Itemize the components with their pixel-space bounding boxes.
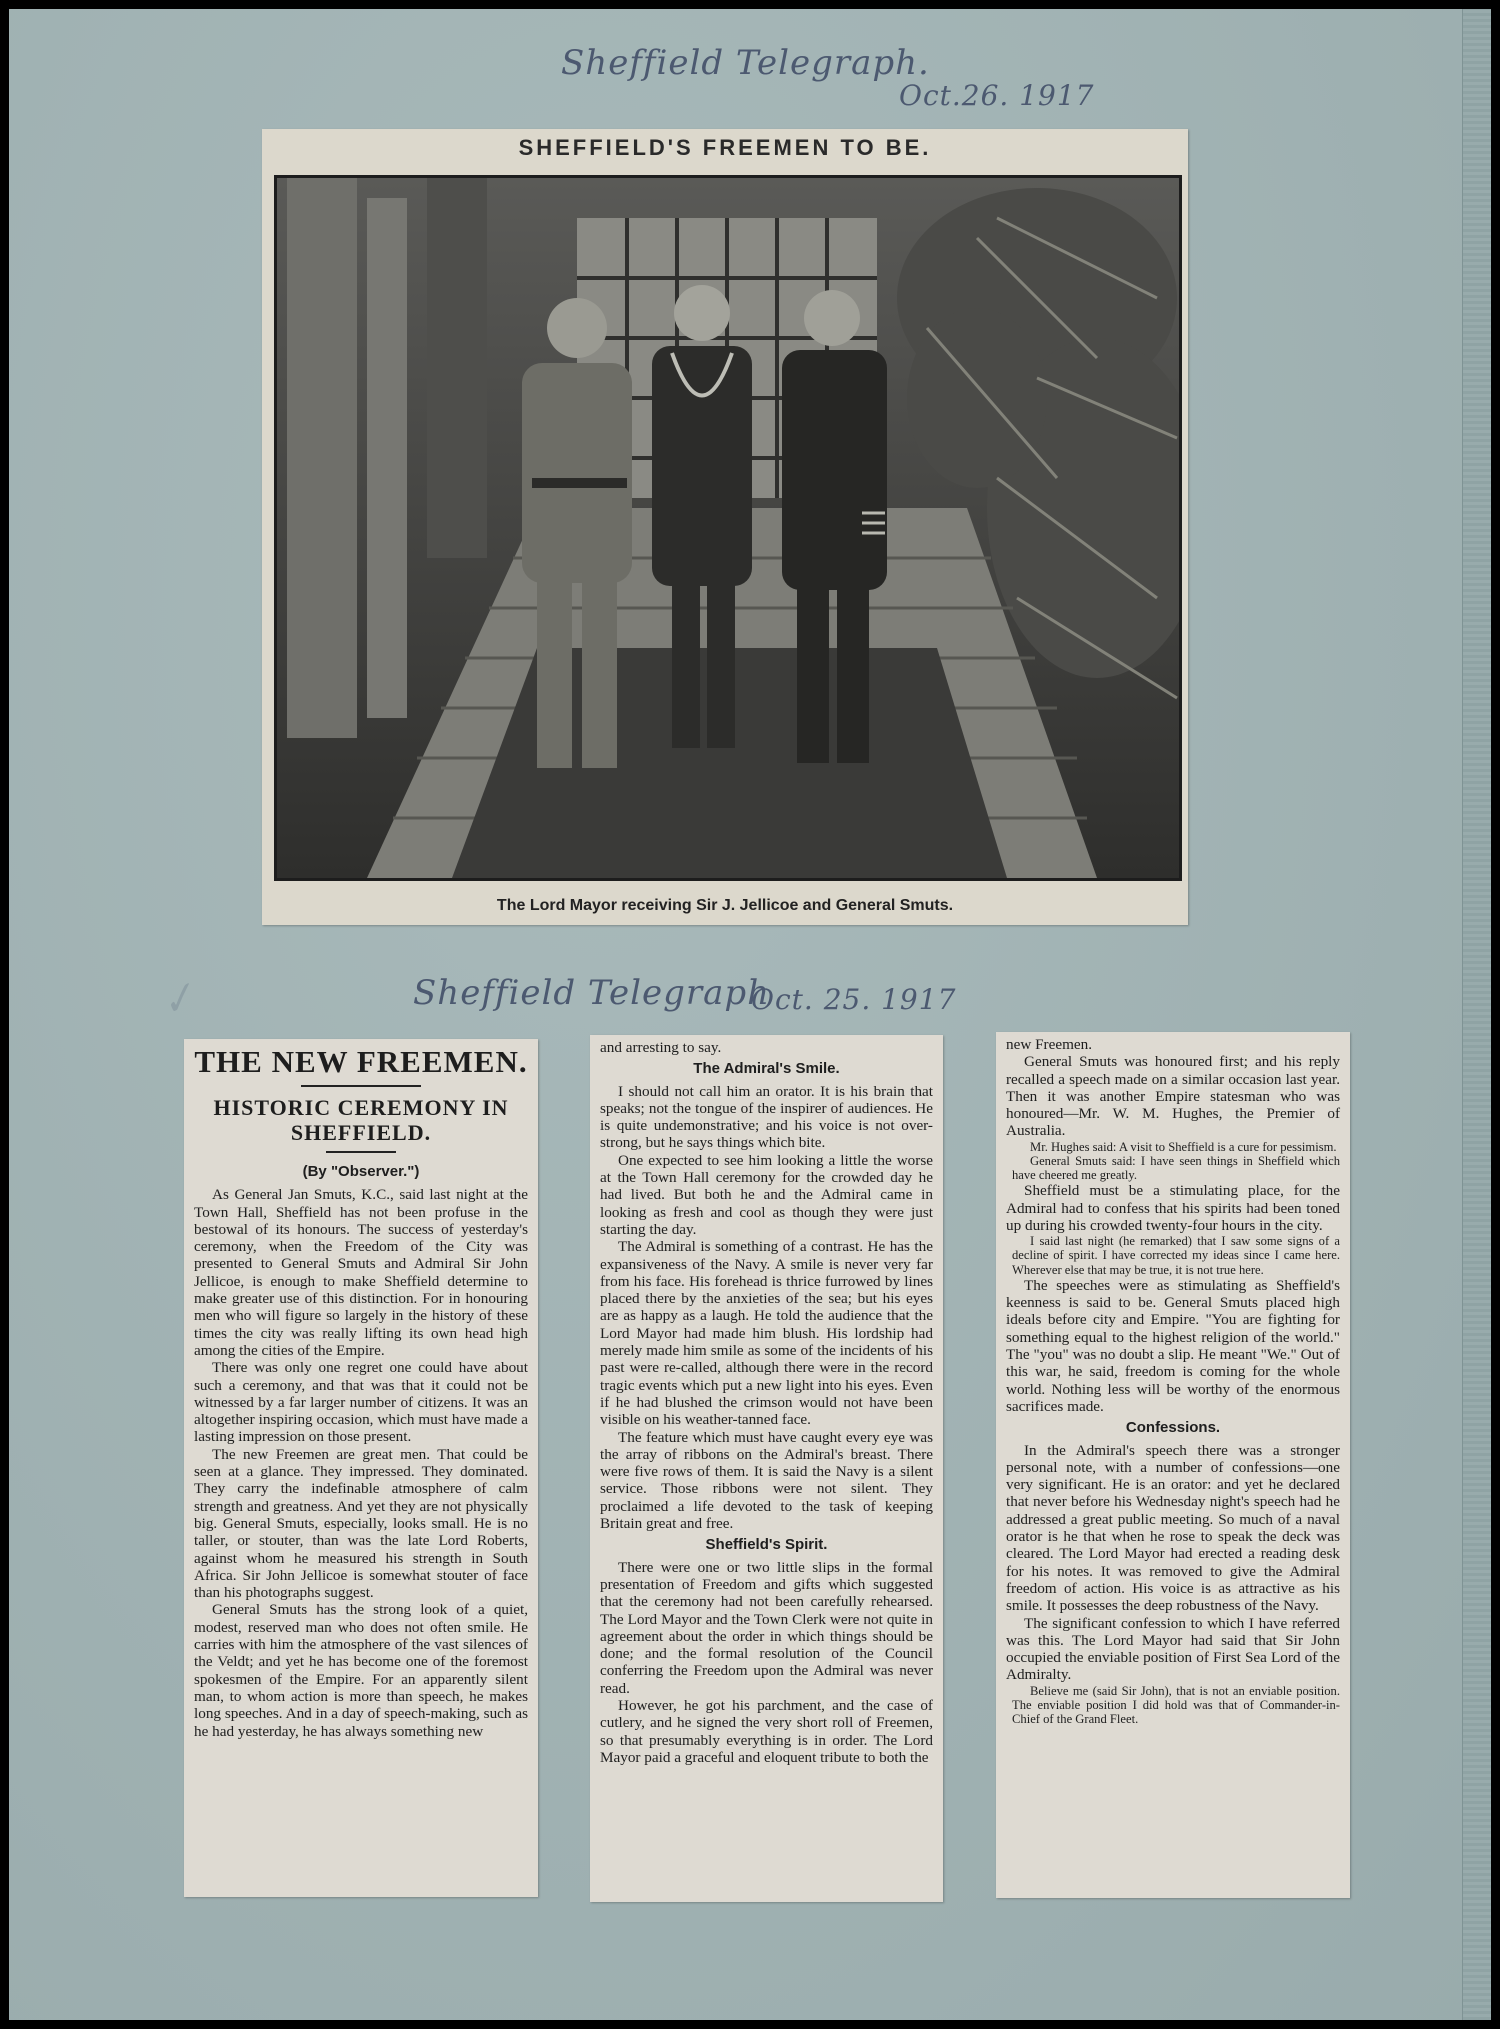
paragraph: General Smuts was honoured first; and his reply recalled a speech made on a similar occasion last year. Then it was another Empire statesman who was honoured—Mr. W. M. Hughes, the Premier of Australia. [1006, 1053, 1340, 1140]
paragraph: In the Admiral's speech there was a stronger personal note, with a number of confessions—one very significant. He is an orator: and yet he declared that never before his Wednesday night's speech had he addressed a great public meeting. So much of a naval orator is he that when he rose to speak the deck was cleared. The Lord Mayor had erected a reading desk for his notes. It was removed to give the Admiral freedom of action. His voice is as attractive as his smile. It possesses the deep robustness of the Navy. [1006, 1441, 1340, 1615]
paragraph: As General Jan Smuts, K.C., said last night at the Town Hall, Sheffield has not been profuse in the bestowal of its honours. The success of yesterday's ceremony, when the Freedom of the City was presented to General Smuts and Admiral Sir John Jellicoe, is enough to make Sheffield determine to make greater use of this distinction. For in honouring men who will figure so largely in the history of these times the city was really lifting its own head high among the cities of the Empire. [194, 1186, 528, 1359]
paragraph: The feature which must have caught every eye was the array of ribbons on the Admiral's breast. There were five rows of them. It is said the Navy is a silent service. Those ribbons were not silent. They proclaimed a life devoted to the task of keeping Britain great and free. [600, 1428, 933, 1533]
section-heading: Sheffield's Spirit. [705, 1536, 828, 1554]
paragraph: One expected to see him looking a little the worse at the Town Hall ceremony for the crowded day he had lived. But both he and the Admiral came in looking as fresh and cool as though they were just starting the day. [600, 1151, 933, 1238]
section-heading: Confessions. [1125, 1419, 1221, 1437]
paragraph: There were one or two little slips in the formal presentation of Freedom and gifts which suggested that the ceremony had not been carefully rehearsed. The Lord Mayor and the Town Clerk were not quite in agreement about the order in which things should be done; and the formal resolution of the Council conferring the Freedom upon the Admiral was never read. [600, 1558, 933, 1697]
section-heading: The Admiral's Smile. [693, 1060, 840, 1078]
paragraph: The Admiral is something of a contrast. He has the expansiveness of the Navy. A smile is never very far from his face. His forehead is thrice furrowed by lines placed there by the anxieties of the sea; but his eyes are as happy as a laugh. He told the audience that the Lord Mayor had made him blush. His lordship had merely made him smile as some of the incidents of his past were re-called, although there were in the record tragic events which put a new light into his eyes. Even if he had blushed the crimson would not have been visible on his weather-tanned face. [600, 1238, 933, 1429]
handwritten-source-middle: Sheffield Telegraph [413, 973, 771, 1013]
quoted-statement: I said last night (he remarked) that I saw some signs of a decline of spirit. I have corrected my ideas since I came here. Wherever else that may be true, it is not true here. [1012, 1234, 1340, 1277]
subtitle-rule [326, 1151, 396, 1153]
handwritten-date-middle: Oct. 25. 1917 [751, 983, 957, 1016]
article-column-2 [590, 1035, 943, 1902]
quoted-statement: General Smuts said: I have seen things in Sheffield which have cheered me greatly. [1012, 1153, 1340, 1183]
photo-caption: The Lord Mayor receiving Sir J. Jellicoe and General Smuts. [496, 897, 954, 914]
paragraph: The new Freemen are great men. That could be seen at a glance. They impressed. They dominated. They carry the indefinable atmosphere of calm strength and greatness. And yet they are not physically big. General Smuts, especially, looks small. He is no taller, or stouter, than was the late Lord Roberts, against whom he measured his strength in South Africa. Sir John Jellicoe is somewhat stouter of face than his photographs suggest. [194, 1445, 528, 1602]
article-column-3 [996, 1032, 1350, 1898]
quoted-statement: Believe me (said Sir John), that is not an enviable position. The enviable position I did hold was that of Commander-in-Chief of the Grand Fleet. [1012, 1683, 1340, 1727]
paragraph: Sheffield must be a stimulating place, for the Admiral had to confess that his spirits had been toned up during his crowded twenty-four hours in the city. [1006, 1182, 1340, 1234]
paragraph-continuation: and arresting to say. [600, 1039, 722, 1056]
paragraph: I should not call him an orator. It is his brain that speaks; not the tongue of the inspirer of audiences. He is quite undemonstrative; and his voice is not over-strong, but he says things which bite. [600, 1082, 933, 1152]
scrapbook-page [9, 9, 1491, 2020]
handwritten-date-top: Oct.26. 1917 [899, 79, 1095, 112]
paragraph: General Smuts has the strong look of a quiet, modest, reserved man who does not often smile. He carries with him the atmosphere of the vast silences of the Veldt; and yet he has become one of the foremost spokesmen of the Empire. For an apparently silent man, to whom action is more than speech, he makes long speeches. And in a day of speech-making, such as he had yesterday, he has always something new [194, 1601, 528, 1740]
paragraph-continuation: new Freemen. [1006, 1036, 1093, 1053]
article-title: THE NEW FREEMEN. [194, 1044, 528, 1079]
paragraph: However, he got his parchment, and the case of cutlery, and he signed the very short roll of Freemen, so that presumably everything is in order. The Lord Mayor paid a graceful and eloquent tribute to both the [600, 1696, 933, 1766]
photo-headline: SHEFFIELD'S FREEMEN TO BE. [518, 135, 932, 160]
margin-check-mark: ✓ [154, 972, 202, 1028]
news-photograph [274, 175, 1182, 881]
paragraph: The significant confession to which I have referred was this. The Lord Mayor had said that Sir John occupied the enviable position of First Sea Lord of the Admiralty. [1006, 1614, 1340, 1684]
article-column-1 [184, 1039, 538, 1897]
quoted-statement: Mr. Hughes said: A visit to Sheffield is a cure for pessimism. [1030, 1139, 1337, 1154]
article-subtitle: HISTORIC CEREMONY IN SHEFFIELD. [213, 1095, 509, 1145]
title-rule [301, 1085, 421, 1087]
handwritten-source-top: Sheffield Telegraph. [561, 43, 930, 83]
photo-illustration [277, 178, 1179, 878]
article-byline: (By "Observer.") [302, 1163, 420, 1180]
photo-clipping [262, 129, 1188, 925]
paragraph: There was only one regret one could have about such a ceremony, and that was that it could not be witnessed by a far larger number of citizens. It was an altogether inspiring occasion, which must have made a lasting impression on those present. [194, 1359, 528, 1446]
paragraph: The speeches were as stimulating as Sheffield's keenness is said to be. General Smuts placed high ideals before city and Empire. "You are fighting for something equal to the highest religion of the world." The "you" was no doubt a slip. He meant "We." Out of this war, he said, freedom is coming for the whole world. Nothing less will be worthy of the enormous sacrifices made. [1006, 1276, 1340, 1415]
page-binding-edge [1462, 9, 1491, 2020]
